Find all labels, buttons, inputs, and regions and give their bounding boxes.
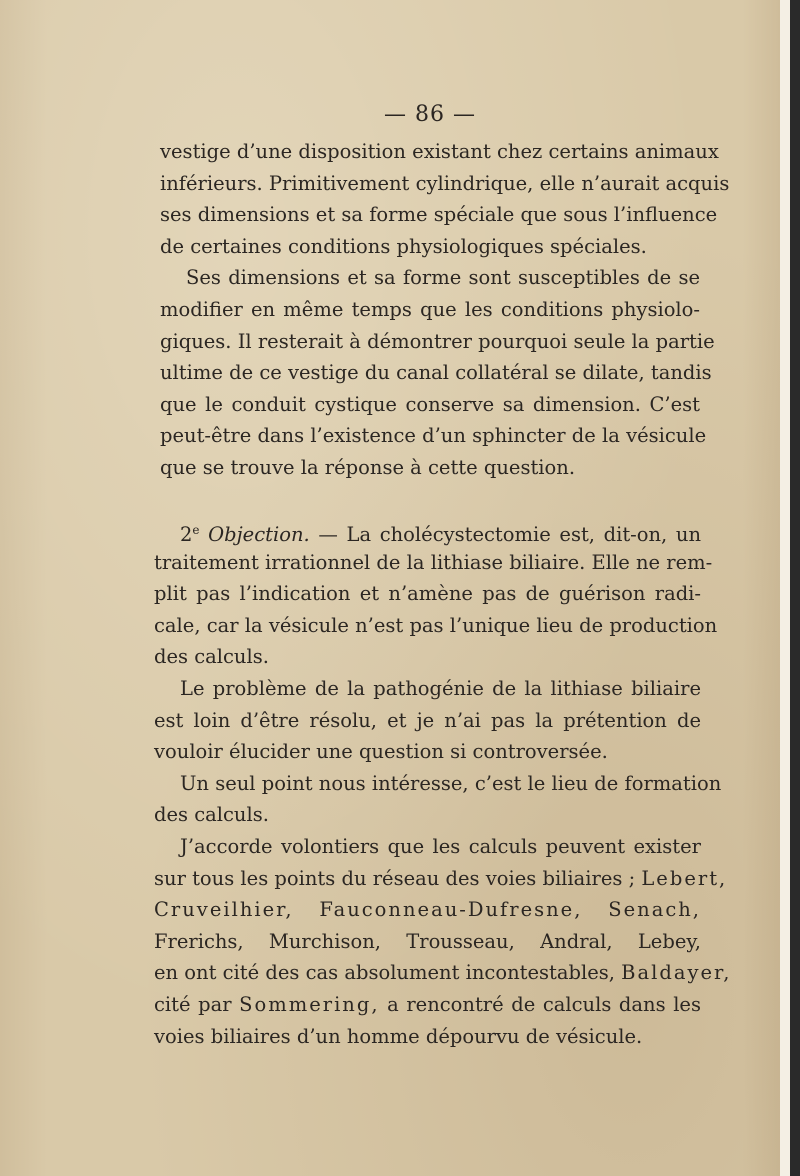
text-line: est loin d’être résolu, et je n’ai pas la prétention de xyxy=(154,708,701,732)
text-fragment: cité par xyxy=(154,992,240,1016)
paragraph-block-objection xyxy=(154,515,732,1052)
text-line: vouloir élucider une question si controversée. xyxy=(154,740,608,764)
text-fragment: a rencontré de calculs dans les xyxy=(379,992,701,1016)
text-line: ultime de ce vestige du canal collatéral se dilate, tandis xyxy=(160,361,712,385)
text-line: que se trouve la réponse à cette question. xyxy=(160,455,576,479)
text-line: Un seul point nous intéresse, c’est le lieu de formation xyxy=(180,771,722,795)
text-fragment: sur tous les points du réseau des voies biliaires ; xyxy=(154,866,642,890)
page-edge xyxy=(780,0,790,1176)
text-line: modifier en même temps que les conditions physiolo- xyxy=(160,297,700,321)
text-fragment: en ont cité des cas absolument incontestables, xyxy=(154,961,622,985)
text-line: traitement irrationnel de la lithiase biliaire. Elle ne rem- xyxy=(154,550,713,574)
text-line: ses dimensions et sa forme spéciale que sous l’influence xyxy=(160,203,718,227)
objection-heading-line xyxy=(154,515,701,547)
text-line: que le conduit cystique conserve sa dimension. C’est xyxy=(160,392,700,416)
text-line: des calculs. xyxy=(154,645,269,669)
text-line: voies biliaires d’un homme dépourvu de vésicule. xyxy=(154,1024,643,1048)
text-line-with-name xyxy=(154,989,701,1021)
paragraph-block-continuation xyxy=(160,136,730,484)
text-line: de certaines conditions physiologiques spéciales. xyxy=(160,234,647,258)
text-line-with-name xyxy=(154,863,728,895)
text-line: plit pas l’indication et n’amène pas de guérison radi- xyxy=(154,582,701,606)
text-line: giques. Il resterait à démontrer pourquoi seule la partie xyxy=(160,329,715,353)
text-line: cale, car la vésicule n’est pas l’unique lieu de production xyxy=(154,613,718,637)
text-line: J’accorde volontiers que les calculs peuvent exister xyxy=(180,834,701,858)
text-line-with-name xyxy=(154,957,732,989)
text-line: Le problème de la pathogénie de la lithiase biliaire xyxy=(180,676,701,700)
objection-superscript: e xyxy=(192,523,200,537)
objection-label: Objection. xyxy=(208,523,310,546)
author-name-lebert: Lebert, xyxy=(641,866,728,890)
text-line: peut-être dans l’existence d’un sphincter de la vésicule xyxy=(160,424,707,448)
text-line: Ses dimensions et sa forme sont susceptibles de se xyxy=(186,266,700,290)
author-name-sommering: Sommering, xyxy=(239,992,380,1016)
objection-first-line: — La cholécystectomie est, dit-on, un xyxy=(318,523,702,546)
text-line-author-names: Cruveilhier, Fauconneau-Dufresne, Senach, xyxy=(154,898,701,922)
author-name-baldayer: Baldayer, xyxy=(621,961,732,985)
text-line: vestige d’une disposition existant chez certains animaux xyxy=(160,140,719,163)
text-line: inférieurs. Primitivement cylindrique, elle n’aurait acquis xyxy=(160,171,730,195)
text-line-author-names: Frerichs, Murchison, Trousseau, Andral, Lebey, xyxy=(154,929,701,953)
page-number: — 86 — xyxy=(384,102,476,127)
objection-number: 2 xyxy=(180,523,193,546)
text-line: des calculs. xyxy=(154,803,269,827)
